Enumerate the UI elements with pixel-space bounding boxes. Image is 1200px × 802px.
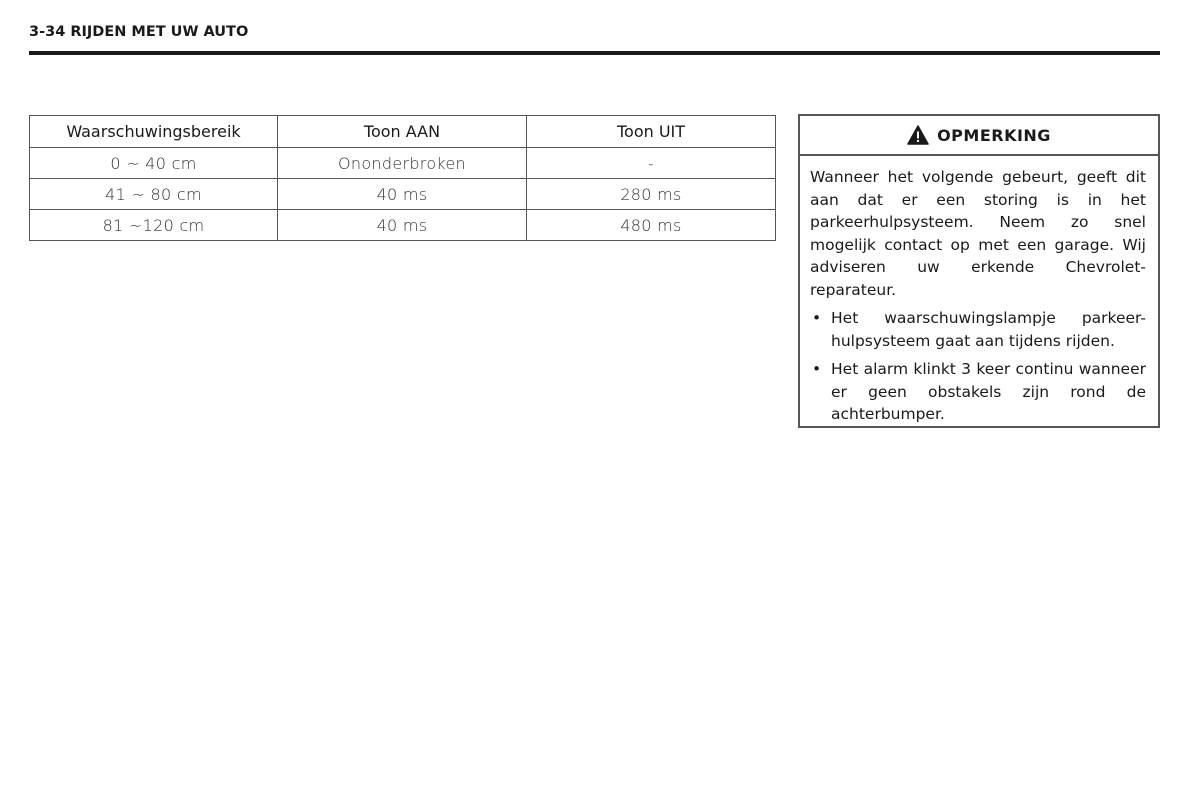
cell-range: 41 ~ 80 cm bbox=[30, 179, 278, 210]
page-header: 3-34 RIJDEN MET UW AUTO bbox=[29, 24, 249, 40]
list-item bbox=[810, 307, 1146, 352]
column-header-tone-on: Toon AAN bbox=[278, 116, 527, 148]
list-item-text: Het alarm klinkt 3 keer continu wanneer er geen obstakels zijn rond de achterbumper. bbox=[831, 360, 1146, 423]
note-title: OPMERKING bbox=[937, 125, 1051, 145]
cell-range: 81 ~120 cm bbox=[30, 210, 278, 241]
note-bullet-list bbox=[810, 307, 1146, 426]
cell-tone-off: - bbox=[527, 148, 776, 179]
list-item bbox=[810, 358, 1146, 426]
table-row bbox=[30, 210, 776, 241]
list-item-text: Het waarschuwingslampje parkeer-hulpsysteem gaat aan tijdens rijden. bbox=[831, 309, 1146, 350]
cell-tone-off: 280 ms bbox=[527, 179, 776, 210]
note-body bbox=[800, 156, 1158, 426]
cell-tone-on: 40 ms bbox=[278, 179, 527, 210]
table-row bbox=[30, 148, 776, 179]
cell-tone-off: 480 ms bbox=[527, 210, 776, 241]
note-box bbox=[798, 114, 1160, 428]
cell-tone-on: 40 ms bbox=[278, 210, 527, 241]
warning-triangle-icon bbox=[907, 125, 929, 145]
warning-range-table bbox=[29, 115, 776, 241]
cell-range: 0 ~ 40 cm bbox=[30, 148, 278, 179]
note-paragraph: Wanneer het volgende gebeurt, geeft dit aan dat er een storing is in het parkeerhulpsysteem. Neem zo snel mogelijk contact op met een garage. Wij adviseren uw erkende Chevrolet-reparateur. bbox=[810, 168, 1146, 299]
column-header-tone-off: Toon UIT bbox=[527, 116, 776, 148]
cell-tone-on: Ononderbroken bbox=[278, 148, 527, 179]
table-header-row bbox=[30, 116, 776, 148]
bullet-marker: • bbox=[812, 360, 822, 378]
note-title-bar bbox=[800, 116, 1158, 156]
table-row bbox=[30, 179, 776, 210]
column-header-range: Waarschuwingsbereik bbox=[30, 116, 278, 148]
header-rule bbox=[29, 51, 1160, 55]
bullet-marker: • bbox=[812, 309, 822, 327]
